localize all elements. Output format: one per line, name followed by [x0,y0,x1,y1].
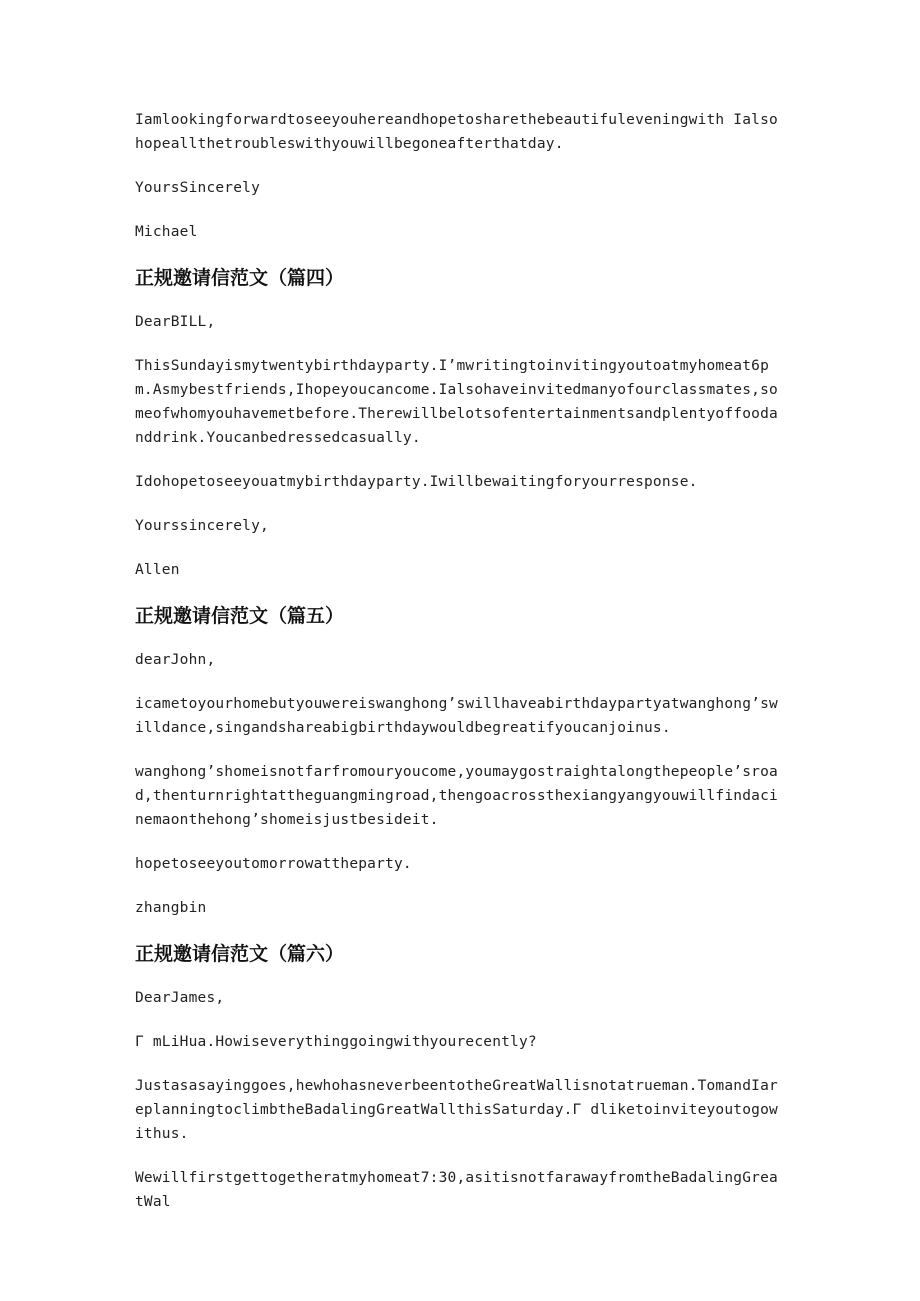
section-heading: 正规邀请信范文（篇六） [135,943,345,965]
paragraph: icametoyourhomebutyouwereiswanghong’swillhaveabirthdaypartyatwanghong’swilldance,singandshareabigbirthdaywouldbegreatifyoucanjoinus. [135,696,778,736]
paragraph: hopetoseeyoutomorrowattheparty. [135,856,412,872]
salutation: dearJohn, [135,652,216,668]
paragraph: Γ mLiHua.Howiseverythinggoingwithyourecently? [135,1034,537,1050]
salutation: DearJames, [135,990,225,1006]
paragraph: Idohopetoseeyouatmybirthdayparty.Iwillbewaitingforyourresponse. [135,474,698,490]
document-body [135,108,785,1234]
paragraph: wanghong’shomeisnotfarfromouryoucome,youmaygostraightalongthepeople’sroad,thenturnrightattheguangmingroad,thengoacrossthexiangyangyouwillfindacinemaonthehong’shomeisjustbesideit. [135,764,778,828]
paragraph: Wewillfirstgettogetheratmyhomeat7:30,asitisnotfarawayfromtheBadalingGreatWal [135,1170,778,1210]
paragraph: Iamlookingforwardtoseeyouhereandhopetosharethebeautifuleveningwith Ialsohopeallthetroubleswithyouwillbegoneafterthatday. [135,112,778,152]
signature: Michael [135,224,198,240]
paragraph: Justasasayinggoes,hewhohasneverbeentotheGreatWallisnotatrueman.TomandIareplanningtoclimbtheBadalingGreatWallthisSaturday.Γ dliketoinviteyoutogowithus. [135,1078,778,1142]
section-heading: 正规邀请信范文（篇四） [135,267,345,289]
paragraph: ThisSundayismytwentybirthdayparty.I’mwritingtoinvitingyoutoatmyhomeat6pm.Asmybestfriends,Ihopeyoucancome.Ialsohaveinvitedmanyofourclassmates,someofwhomyouhavemetbefore.Therewillbelotsofentertainmentsandplentyoffoodanddrink.Youcanbedressedcasually. [135,358,778,446]
signature: zhangbin [135,900,207,916]
closing-line: YoursSincerely [135,180,261,196]
signature: Allen [135,562,180,578]
section-heading: 正规邀请信范文（篇五） [135,605,345,627]
closing-line: Yourssincerely, [135,518,269,534]
salutation: DearBILL, [135,314,216,330]
